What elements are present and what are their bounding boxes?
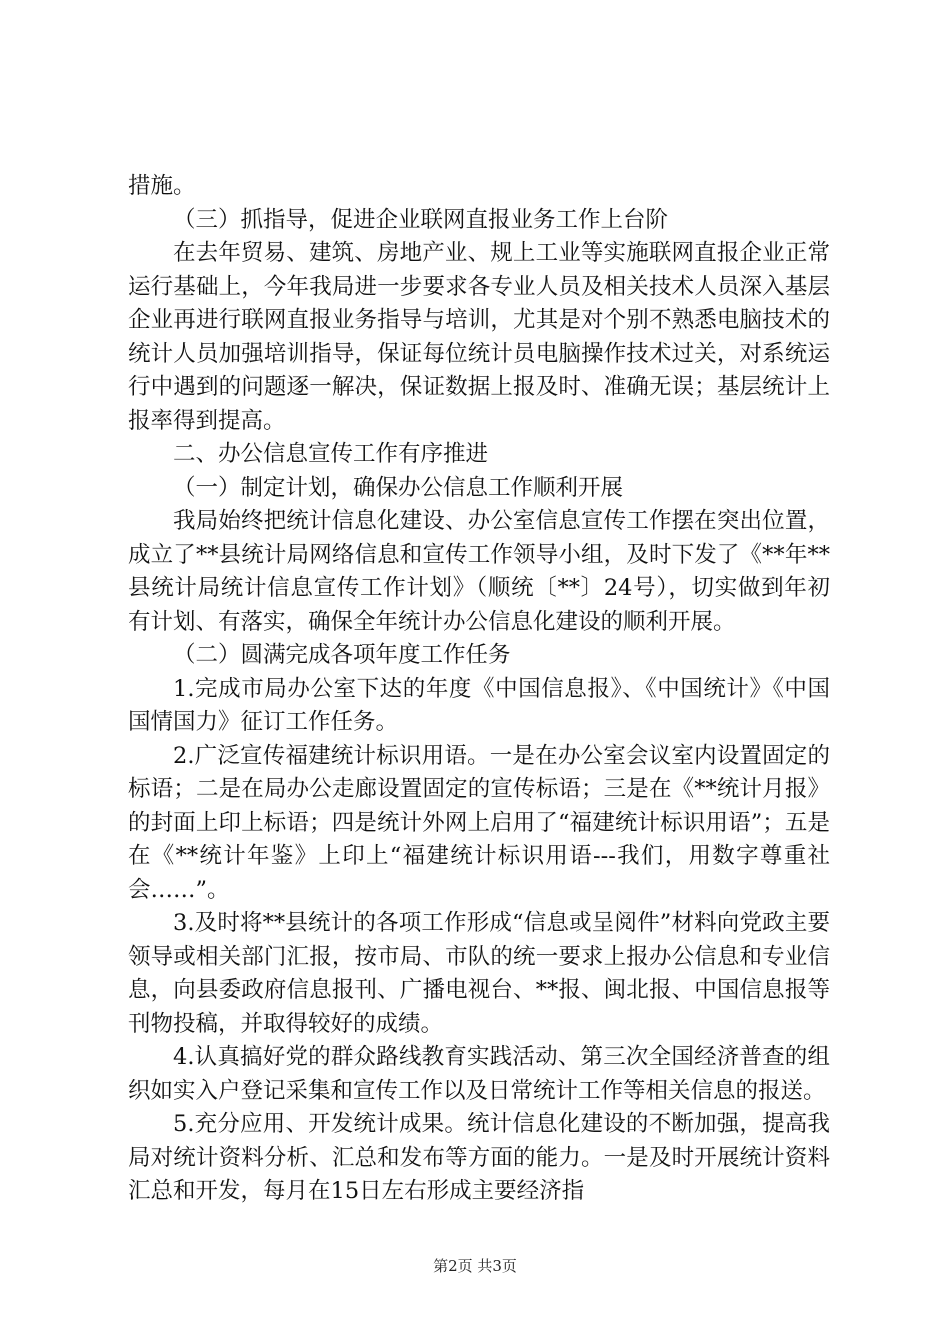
paragraph-3: 二、办公信息宣传工作有序推进 <box>173 441 489 467</box>
paragraph-6: （二）圆满完成各项年度工作任务 <box>173 642 511 668</box>
paragraph-4: （一）制定计划，确保办公信息工作顺利开展 <box>173 474 624 501</box>
paragraph-9: 3.及时将**县统计的各项工作形成“信息或呈阅件”材料向党政主要领导或相关部门汇报，按市局、市队的统一要求上报办公信息和专业信息，向县委政府信息报刊、广播电视台、**报、闽北报、中国信息报等刊物投稿，并取得较好的成绩。 <box>128 910 830 1037</box>
paragraph-0: 措施。 <box>128 173 196 199</box>
paragraph-8: 2.广泛宣传福建统计标识用语。一是在办公室会议室内设置固定的标语；二是在局办公走廊设置固定的宣传标语；三是在《**统计月报》的封面上印上标语；四是统计外网上启用了“福建统计标识用语”；五是在《**统计年鉴》上印上“福建统计标识用语---我们，用数字尊重社会……”。 <box>128 742 830 903</box>
paragraph-2: 在去年贸易、建筑、房地产业、规上工业等实施联网直报企业正常运行基础上，今年我局进一步要求各专业人员及相关技术人员深入基层企业再进行联网直报业务指导与培训，尤其是对个别不熟悉电脑技术的统计人员加强培训指导，保证每位统计员电脑操作技术过关，对系统运行中遇到的问题逐一解决，保证数据上报及时、准确无误；基层统计上报率得到提高。 <box>128 240 830 434</box>
document-body <box>128 170 830 1209</box>
page-footer: 第2页 共3页 <box>433 1257 517 1275</box>
paragraph-1: （三）抓指导，促进企业联网直报业务工作上台阶 <box>173 206 669 233</box>
paragraph-11: 5.充分应用、开发统计成果。统计信息化建设的不断加强，提高我局对统计资料分析、汇总和发布等方面的能力。一是及时开展统计资料汇总和开发，每月在15日左右形成主要经济指 <box>128 1111 830 1204</box>
paragraph-7: 1.完成市局办公室下达的年度《中国信息报》、《中国统计》《中国国情国力》征订工作任务。 <box>128 675 830 735</box>
paragraph-5: 我局始终把统计信息化建设、办公室信息宣传工作摆在突出位置，成立了**县统计局网络信息和宣传工作领导小组，及时下发了《**年**县统计局统计信息宣传工作计划》（顺统〔**〕24号），切实做到年初有计划、有落实，确保全年统计办公信息化建设的顺利开展。 <box>128 508 830 635</box>
paragraph-10: 4.认真搞好党的群众路线教育实践活动、第三次全国经济普查的组织如实入户登记采集和宣传工作以及日常统计工作等相关信息的报送。 <box>128 1044 830 1104</box>
